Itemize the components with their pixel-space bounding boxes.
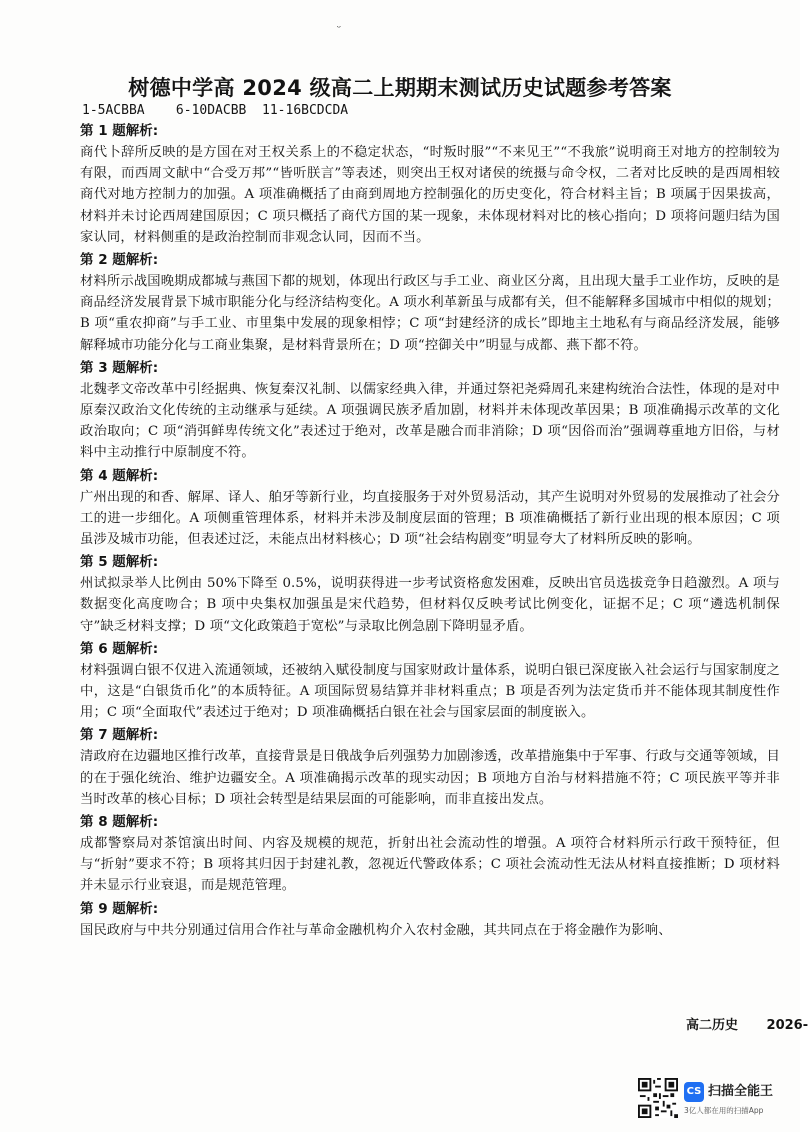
question-explanation: 材料所示战国晚期成都城与燕国下都的规划，体现出行政区与手工业、商业区分离，且出现大量手工业作坊，反映的是商品经济发展背景下城市职能分化与经济结构变化。A 项水利革新虽与成都有关，但不能解释多国城市中相似的规划；B 项“重农抑商”与手工业、市里集中发展的现象相悖；C 项“封建经济的成长”即地主土地私有与商品经济发展，能够解释城市功能分化与工商业集聚，是材料背景所在；D 项“控御关中”明显与成都、燕下都不符。 — [80, 274, 780, 353]
scanner-slogan: 3亿人都在用的扫描App — [684, 1106, 764, 1115]
qr-code-icon — [638, 1078, 678, 1118]
question-explanation: 国民政府与中共分别通过信用合作社与革命金融机构介入农村金融，其共同点在于将金融作为影响、 — [80, 922, 672, 938]
question-block-7 — [80, 725, 780, 810]
question-block-3 — [80, 358, 780, 464]
question-explanation: 州试拟录举人比例由 50%下降至 0.5%，说明获得进一步考试资格愈发困难，反映出官员选拔竞争日趋激烈。A 项与数据变化高度吻合；B 项中央集权加强虽是宋代趋势，但材料仅反映考试比例变化，证据不足；C 项“遴选机制保守”缺乏材料支撑；D 项“文化政策趋于宽松”与录取比例急剧下降明显矛盾。 — [80, 576, 780, 634]
question-explanation: 清政府在边疆地区推行改革，直接背景是日俄战争后列强势力加剧渗透，改革措施集中于军事、行政与交通等领域，目的在于强化统治、维护边疆安全。A 项准确揭示改革的现实动因；B 项地方自治与材料措施不符；C 项民族平等并非当时改革的核心目标；D 项社会转型是结果层面的可能影响，而非直接出发点。 — [80, 749, 780, 807]
question-block-9 — [80, 899, 780, 941]
question-explanation: 广州出现的和香、解犀、译人、舶牙等新行业，均直接服务于对外贸易活动，其产生说明对外贸易的发展推动了社会分工的进一步细化。A 项侧重管理体系，材料并未涉及制度层面的管理；B 项准确概括了新行业出现的根本原因；C 项虽涉及城市功能，但表述过泛，未能点出材料核心；D 项“社会结构剧变”明显夸大了材料所反映的影响。 — [80, 489, 780, 548]
question-block-6 — [80, 639, 780, 724]
question-heading: 第 5 题解析: — [80, 554, 159, 571]
footer-date: 2026- — [766, 1018, 808, 1033]
question-explanation: 商代卜辞所反映的是方国在对王权关系上的不稳定状态，“时叛时服”“不来见王”“不我旅”说明商王对地方的控制较为有限，而西周文献中“合受万邦”“皆听朕言”等表述，则突出王权对诸侯的统摄与命令权，二者对比反映的是西周相较商代对地方控制力的加强。A 项准确概括了由商到周地方控制强化的历史变化，符合材料主旨；B 项属于因果拔高，材料并未讨论西周建国原因；C 项只概括了商代方国的某一现象，未体现材料对比的核心指向；D 项将问题归结为国家认同，材料侧重的是政治控制而非观念认同，因而不当。 — [80, 145, 780, 245]
question-block-5 — [80, 552, 780, 637]
camscanner-logo-icon: CS — [684, 1082, 704, 1102]
scan-mark: ᵕ — [337, 23, 341, 34]
question-heading: 第 4 题解析: — [80, 467, 159, 484]
question-explanation: 材料强调白银不仅进入流通领域，还被纳入赋役制度与国家财政计量体系，说明白银已深度嵌入社会运行与国家制度之中，这是“白银货币化”的本质特征。A 项国际贸易结算并非材料重点；B 项是否列为法定货币并不能体现其制度性作用；C 项“全面取代”表述过于绝对；D 项准确概括白银在社会与国家层面的制度嵌入。 — [80, 662, 780, 721]
question-heading: 第 1 题解析: — [80, 123, 159, 139]
question-block-1 — [80, 121, 780, 248]
question-block-4 — [80, 466, 780, 551]
question-heading: 第 9 题解析: — [80, 900, 159, 917]
page-footer — [686, 1017, 808, 1035]
question-explanation: 北魏孝文帝改革中引经据典、恢复秦汉礼制、以儒家经典入律，并通过祭祀尧舜周孔来建构统治合法性，体现的是对中原秦汉政治文化传统的主动继承与延续。A 项强调民族矛盾加剧，材料并未体现改革因果；B 项准确揭示改革的文化政治取向；C 项“消弭鲜卑传统文化”表述过于绝对，改革是融合而非消除；D 项“因俗而治”强调尊重地方旧俗，与材料中主动推行中原制度不符。 — [80, 381, 780, 461]
footer-subject: 高二历史 — [686, 1018, 739, 1033]
question-heading: 第 2 题解析: — [80, 252, 159, 269]
page-title: 树德中学高 2024 级高二上期期末测试历史试题参考答案 — [128, 76, 672, 100]
question-block-2 — [80, 250, 780, 356]
scanner-watermark — [638, 1078, 788, 1120]
explanations — [80, 121, 780, 943]
question-heading: 第 8 题解析: — [80, 814, 159, 831]
scanner-app-name: 扫描全能王 — [708, 1084, 774, 1099]
question-heading: 第 3 题解析: — [80, 359, 159, 376]
question-heading: 第 7 题解析: — [80, 727, 159, 744]
question-explanation: 成都警察局对茶馆演出时间、内容及规模的规范，折射出社会流动性的增强。A 项符合材料所示行政干预特征，但与“折射”要求不符；B 项将其归因于封建礼教，忽视近代警政体系；C 项社会流动性无法从材料直接推断；D 项材料并未显示行业衰退，而是规范管理。 — [80, 836, 780, 894]
question-heading: 第 6 题解析: — [80, 640, 159, 657]
question-block-8 — [80, 812, 780, 897]
answer-key: 1-5ACBBA 6-10DACBB 11-16BCDCDA — [82, 103, 349, 118]
